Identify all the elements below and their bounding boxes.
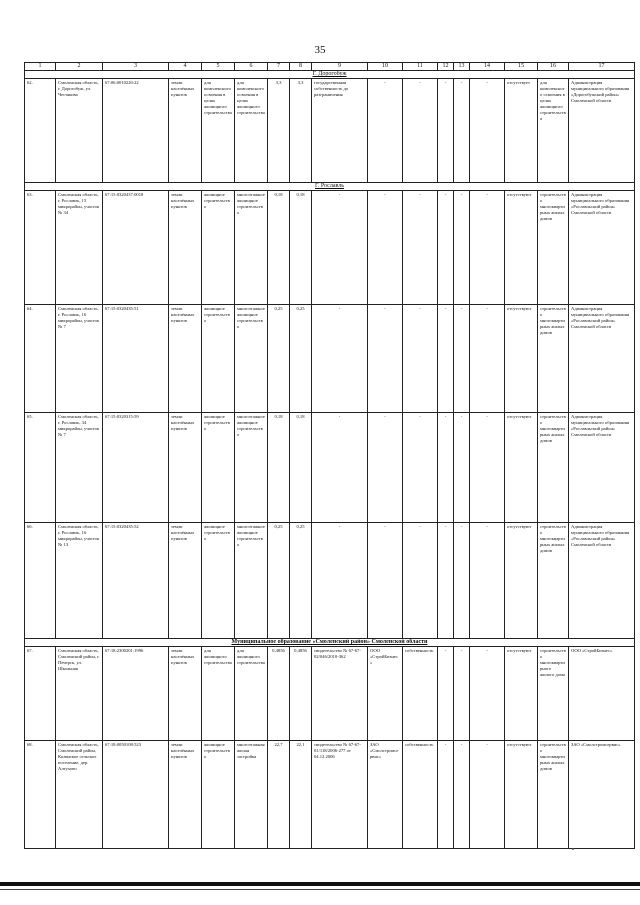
cell-row-number: 65.: [25, 413, 56, 523]
section-title: Муниципальное образование «Смоленский район» Смоленской области: [25, 639, 635, 647]
cell-owner: -: [368, 79, 403, 183]
cell-permitted-use: для жилищного строительства: [202, 647, 235, 741]
cell-registration-document: -: [312, 413, 368, 523]
cell-area-total: 0,18: [268, 413, 290, 523]
column-header: 15: [505, 63, 538, 71]
cell-col-13: -: [454, 413, 470, 523]
cell-permitted-use: жилищное строительство: [202, 305, 235, 413]
cell-development-purpose: для комплексного освоения в целях жилищного строительства: [538, 79, 569, 183]
column-header: 11: [403, 63, 438, 71]
cell-permitted-use: жилищное строительство: [202, 191, 235, 305]
cell-registration-document: -: [312, 305, 368, 413]
cell-col-14: -: [470, 79, 505, 183]
cell-registration-document: -: [312, 523, 368, 639]
table-row: [25, 523, 635, 639]
cell-intended-use: многоэтажное жилищное строительство: [235, 413, 268, 523]
cell-owner: ООО «СтройБизнес»: [368, 647, 403, 741]
cell-col-13: -: [454, 741, 470, 849]
table-row: [25, 305, 635, 413]
cell-ownership-type: -: [403, 413, 438, 523]
cell-land-category: земли населённых пунктов: [169, 305, 202, 413]
column-header: 2: [56, 63, 103, 71]
cell-owner: -: [368, 413, 403, 523]
land-registry-table: [24, 62, 635, 849]
cell-address: Смоленская область, Смоленский район, Козинское сельское поселение, дер. Алтухово: [56, 741, 103, 849]
cell-development-purpose: строительство многоквартирных жилых домов: [538, 523, 569, 639]
cell-permitted-use: жилищное строительство: [202, 413, 235, 523]
column-header: 14: [470, 63, 505, 71]
cell-address: Смоленская область, Смоленский район, г. Печерск, ул. Школьная: [56, 647, 103, 741]
cell-development-purpose: строительство многоквартирных жилых домов: [538, 413, 569, 523]
cell-development-purpose: строительство многоквартирных жилых домов: [538, 305, 569, 413]
table-row: [25, 79, 635, 183]
cell-col-14: -: [470, 191, 505, 305]
section-header-row: [25, 183, 635, 191]
column-header: 7: [268, 63, 290, 71]
cell-address: Смоленская область, г. Дорогобуж, ул. Честякова: [56, 79, 103, 183]
cell-encumbrances: отсутствуют: [505, 413, 538, 523]
cell-registration-document: свидетельство № 67-67-01/118/2006-277 от 04.12.2006: [312, 741, 368, 849]
cell-col-13: -: [454, 523, 470, 639]
cell-responsible-organization: ЗАО «Смолстромсервис»: [569, 741, 635, 849]
cell-col-12: -: [438, 523, 454, 639]
column-header: 3: [103, 63, 169, 71]
cell-col-13: -: [454, 305, 470, 413]
cell-col-14: -: [470, 413, 505, 523]
cell-intended-use: многоэтажное жилищное строительство: [235, 191, 268, 305]
cell-col-14: -: [470, 741, 505, 849]
cell-land-category: земли населённых пунктов: [169, 191, 202, 305]
cell-area-free: 22,1: [290, 741, 312, 849]
cell-responsible-organization: ООО «СтройБизнес»: [569, 647, 635, 741]
cell-responsible-organization: Администрация муниципального образования «Рославльский район» Смоленской области: [569, 305, 635, 413]
cell-encumbrances: отсутствует: [505, 79, 538, 183]
cell-area-total: 0,25: [268, 523, 290, 639]
cell-row-number: 62.: [25, 79, 56, 183]
cell-col-12: -: [438, 413, 454, 523]
cell-owner: -: [368, 305, 403, 413]
cell-area-free: 0,18: [290, 413, 312, 523]
cell-responsible-organization: Администрация муниципального образования «Рославльский район» Смоленской области: [569, 523, 635, 639]
cell-col-12: -: [438, 191, 454, 305]
cell-intended-use: многоэтажное жилищное строительство: [235, 523, 268, 639]
column-number-row: [25, 63, 635, 71]
cell-encumbrances: отсутствуют: [505, 523, 538, 639]
column-header: 5: [202, 63, 235, 71]
cell-cadastral-number: 67:18:0050108:523: [103, 741, 169, 849]
column-header: 6: [235, 63, 268, 71]
table-row: [25, 647, 635, 741]
table-row: [25, 191, 635, 305]
column-header: 8: [290, 63, 312, 71]
cell-address: Смоленская область, г. Рославль, 34 микрорайон, участок № 7: [56, 413, 103, 523]
cell-land-category: земли населённых пунктов: [169, 79, 202, 183]
cell-col-12: -: [438, 305, 454, 413]
cell-intended-use: многоэтажное жилищное строительство: [235, 305, 268, 413]
cell-responsible-organization: Администрация муниципального образования «Рославльский район» Смоленской области: [569, 413, 635, 523]
bottom-scan-line: [0, 889, 640, 890]
cell-ownership-type: -: [403, 305, 438, 413]
cell-row-number: 68.: [25, 741, 56, 849]
page-number: 35: [314, 44, 326, 56]
cell-col-12: -: [438, 647, 454, 741]
section-title: Г. Дорогобуж: [25, 71, 635, 79]
cell-area-total: 22,7: [268, 741, 290, 849]
table-row: [25, 741, 635, 849]
cell-col-12: -: [438, 79, 454, 183]
column-header: 17: [569, 63, 635, 71]
cell-encumbrances: отсутствуют: [505, 191, 538, 305]
cell-area-free: 0,25: [290, 305, 312, 413]
cell-permitted-use: для комплексного освоения в целях жилищного строительства: [202, 79, 235, 183]
cell-land-category: земли населённых пунктов: [169, 413, 202, 523]
cell-registration-document: свидетельство № 67-67-02/046/2010-362: [312, 647, 368, 741]
cell-col-14: -: [470, 523, 505, 639]
cell-area-total: 0,25: [268, 305, 290, 413]
cell-col-14: -: [470, 647, 505, 741]
cell-cadastral-number: 67:18:2300201:1996: [103, 647, 169, 741]
cell-encumbrances: отсутствуют: [505, 741, 538, 849]
cell-cadastral-number: 67:15:0320435:51: [103, 305, 169, 413]
cell-encumbrances: отсутствуют: [505, 647, 538, 741]
cell-row-number: 66.: [25, 523, 56, 639]
cell-owner: ЗАО «Смолстромсервис»: [368, 741, 403, 849]
table-row: [25, 413, 635, 523]
column-header: 1: [25, 63, 56, 71]
cell-ownership-type: собственность: [403, 741, 438, 849]
cell-cadastral-number: 67:15:0320437:0018: [103, 191, 169, 305]
cell-address: Смоленская область, г. Рославль, 16 микрорайон, участок № 7: [56, 305, 103, 413]
column-header: 10: [368, 63, 403, 71]
cell-ownership-type: -: [403, 79, 438, 183]
cell-address: Смоленская область, г. Рославль, 16 микрорайон, участок № 13: [56, 523, 103, 639]
cell-col-13: -: [454, 191, 470, 305]
cell-col-12: -: [438, 741, 454, 849]
column-header: 9: [312, 63, 368, 71]
cell-area-free: 3,3: [290, 79, 312, 183]
section-header-row: [25, 639, 635, 647]
cell-responsible-organization: Администрация муниципального образования «Дорогобужский район» Смоленской области: [569, 79, 635, 183]
cell-cadastral-number: 67:15:0320315:59: [103, 413, 169, 523]
cell-area-total: 0,4856: [268, 647, 290, 741]
cell-area-free: 0,4856: [290, 647, 312, 741]
cell-owner: -: [368, 523, 403, 639]
cell-land-category: земли населённых пунктов: [169, 647, 202, 741]
cell-owner: -: [368, 191, 403, 305]
cell-registration-document: -: [312, 191, 368, 305]
cell-development-purpose: строительство многоквартирных жилых домов: [538, 191, 569, 305]
scan-speck: [572, 848, 574, 850]
cell-land-category: земли населённых пунктов: [169, 741, 202, 849]
cell-cadastral-number: 67:06:0010220:22: [103, 79, 169, 183]
bottom-scan-border: [0, 882, 640, 886]
cell-permitted-use: жилищное строительство: [202, 741, 235, 849]
cell-col-13: -: [454, 647, 470, 741]
cell-cadastral-number: 67:15:0320435:52: [103, 523, 169, 639]
cell-development-purpose: строительство многоквартирных жилых домов: [538, 741, 569, 849]
cell-row-number: 64.: [25, 305, 56, 413]
cell-encumbrances: отсутствуют: [505, 305, 538, 413]
cell-area-free: 0,18: [290, 191, 312, 305]
section-title: Г. Рославль: [25, 183, 635, 191]
column-header: 16: [538, 63, 569, 71]
column-header: 4: [169, 63, 202, 71]
cell-development-purpose: строительство многоквартирного жилого дома: [538, 647, 569, 741]
cell-col-13: -: [454, 79, 470, 183]
section-header-row: [25, 71, 635, 79]
cell-area-total: 0,18: [268, 191, 290, 305]
cell-ownership-type: -: [403, 523, 438, 639]
cell-land-category: земли населённых пунктов: [169, 523, 202, 639]
column-header: 13: [454, 63, 470, 71]
cell-area-free: 0,25: [290, 523, 312, 639]
cell-responsible-organization: Администрация муниципального образования «Рославльский район» Смоленской области: [569, 191, 635, 305]
cell-row-number: 63.: [25, 191, 56, 305]
column-header: 12: [438, 63, 454, 71]
cell-address: Смоленская область, г. Рославль, 15 микрорайон, участок № 34: [56, 191, 103, 305]
cell-intended-use: многоэтажная жилая застройка: [235, 741, 268, 849]
cell-intended-use: для жилищного строительства: [235, 647, 268, 741]
cell-row-number: 67.: [25, 647, 56, 741]
cell-area-total: 3,3: [268, 79, 290, 183]
cell-col-14: -: [470, 305, 505, 413]
cell-permitted-use: жилищное строительство: [202, 523, 235, 639]
cell-ownership-type: собственность: [403, 647, 438, 741]
cell-intended-use: для комплексного освоения в целях жилищного строительства: [235, 79, 268, 183]
cell-registration-document: государственная собственность до разграничения: [312, 79, 368, 183]
cell-ownership-type: -: [403, 191, 438, 305]
